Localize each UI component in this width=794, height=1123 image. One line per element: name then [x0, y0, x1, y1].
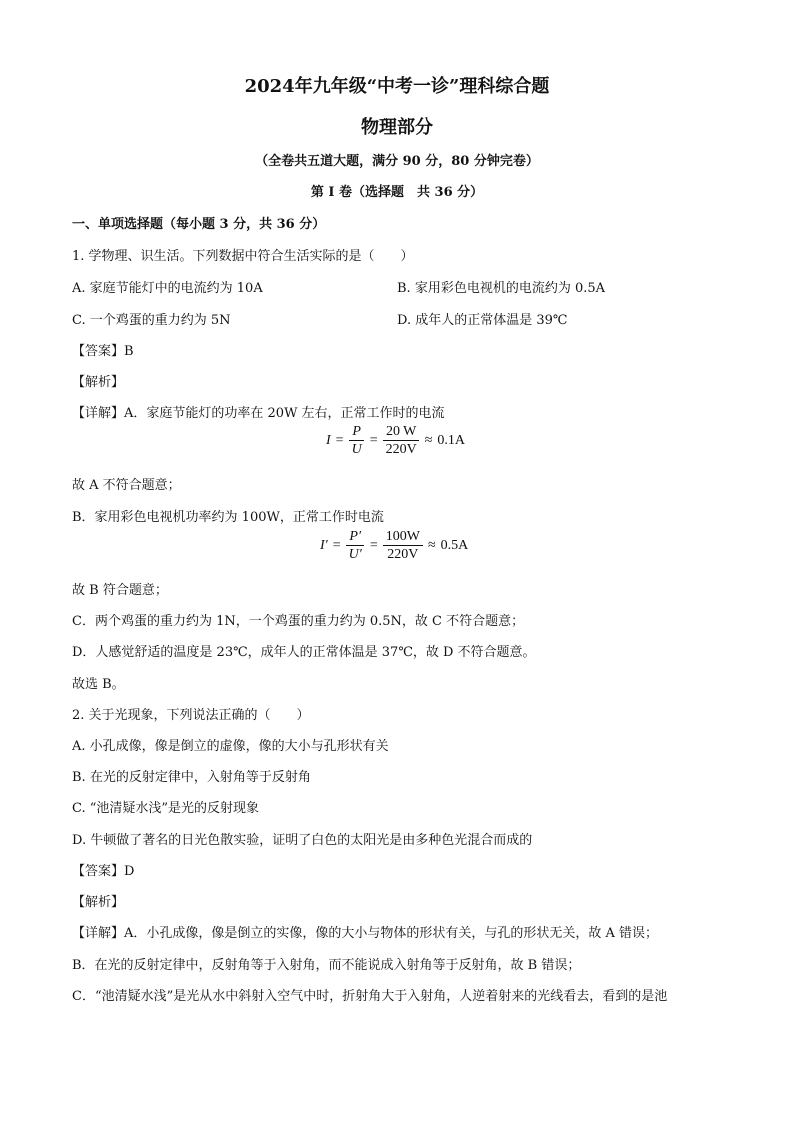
- formula-numerator: 20 W: [383, 424, 419, 441]
- formula-symbol: I: [326, 432, 331, 448]
- q1-detail-b: B．家用彩色电视机功率约为 100W，正常工作时电流: [72, 510, 384, 525]
- formula-denominator: 220V: [385, 442, 417, 458]
- formula-denominator: U′: [348, 547, 362, 563]
- q1-formula-current-b: [320, 529, 468, 563]
- q1-formula-current-a: [326, 424, 465, 458]
- formula-result: 0.1A: [437, 432, 466, 448]
- q1-answer: 【答案】B: [72, 344, 134, 359]
- q1-conclusion-a: 故 A 不符合题意；: [72, 478, 181, 493]
- formula-numerator: 100W: [383, 529, 423, 546]
- formula-symbol: I′: [320, 537, 328, 553]
- q1-detail-c: C．两个鸡蛋的重力约为 1N，一个鸡蛋的重力约为 0.5N，故 C 不符合题意；: [72, 614, 525, 629]
- q1-final: 故选 B。: [72, 677, 125, 692]
- formula-fraction: [346, 529, 365, 563]
- q1-option-d: D. 成年人的正常体温是 39℃: [397, 313, 568, 328]
- q1-detail-d: D．人感觉舒适的温度是 23℃，成年人的正常体温是 37℃，故 D 不符合题意。: [72, 645, 536, 660]
- volume-heading: 第 I 卷（选择题 共 36 分）: [310, 185, 484, 200]
- formula-denominator: U: [351, 442, 362, 458]
- formula-operator: =: [369, 537, 378, 553]
- formula-denominator: 220V: [387, 547, 419, 563]
- q2-analysis-label: 【解析】: [72, 895, 125, 910]
- q1-analysis-label: 【解析】: [72, 375, 125, 390]
- formula-fraction: [349, 424, 365, 458]
- formula-operator: =: [369, 432, 378, 448]
- q2-option-b: B. 在光的反射定律中，入射角等于反射角: [72, 770, 311, 785]
- q2-detail-b: B．在光的反射定律中，反射角等于入射角，而不能说成入射角等于反射角，故 B 错误；: [72, 958, 581, 973]
- q1-option-c: C. 一个鸡蛋的重力约为 5N: [72, 313, 231, 328]
- q1-detail-a: 【详解】A．家庭节能灯的功率在 20W 左右，正常工作时的电流: [72, 406, 445, 421]
- exam-title: 2024年九年级“中考一诊”理科综合题: [244, 76, 550, 97]
- q1-conclusion-b: 故 B 符合题意；: [72, 583, 168, 598]
- q2-answer: 【答案】D: [72, 864, 135, 879]
- formula-numerator: P′: [346, 529, 364, 546]
- q2-option-d: D. 牛顿做了著名的日光色散实验，证明了白色的太阳光是由多种色光混合而成的: [72, 833, 533, 848]
- q2-option-a: A. 小孔成像，像是倒立的虚像，像的大小与孔形状有关: [72, 739, 389, 754]
- formula-operator: =: [335, 432, 344, 448]
- q2-detail-c: C．“池清疑水浅”是光从水中斜射入空气中时，折射角大于入射角，人逆着射来的光线看去，看到的是池: [72, 989, 668, 1004]
- q2-option-c: C. “池清疑水浅”是光的反射现象: [72, 801, 260, 816]
- section-heading: 一、单项选择题（每小题 3 分，共 36 分）: [72, 217, 326, 232]
- formula-fraction: [383, 529, 423, 563]
- exam-note: （全卷共五道大题，满分 90 分，80 分钟完卷）: [255, 154, 539, 169]
- q2-detail-a: 【详解】A．小孔成像，像是倒立的实像，像的大小与物体的形状有关，与孔的形状无关，故 A 错误；: [72, 926, 659, 941]
- formula-fraction: [383, 424, 420, 458]
- formula-numerator: P: [349, 424, 364, 441]
- formula-operator: =: [332, 537, 341, 553]
- formula-operator: ≈: [424, 432, 433, 448]
- q1-stem: 1. 学物理、识生活。下列数据中符合生活实际的是（ ）: [72, 249, 414, 264]
- q2-stem: 2. 关于光现象，下列说法正确的（ ）: [72, 708, 310, 723]
- q1-option-a: A. 家庭节能灯中的电流约为 10A: [72, 281, 263, 296]
- formula-result: 0.5A: [440, 537, 469, 553]
- q1-option-b: B. 家用彩色电视机的电流约为 0.5A: [397, 281, 606, 296]
- exam-subtitle: 物理部分: [361, 117, 433, 138]
- formula-operator: ≈: [427, 537, 436, 553]
